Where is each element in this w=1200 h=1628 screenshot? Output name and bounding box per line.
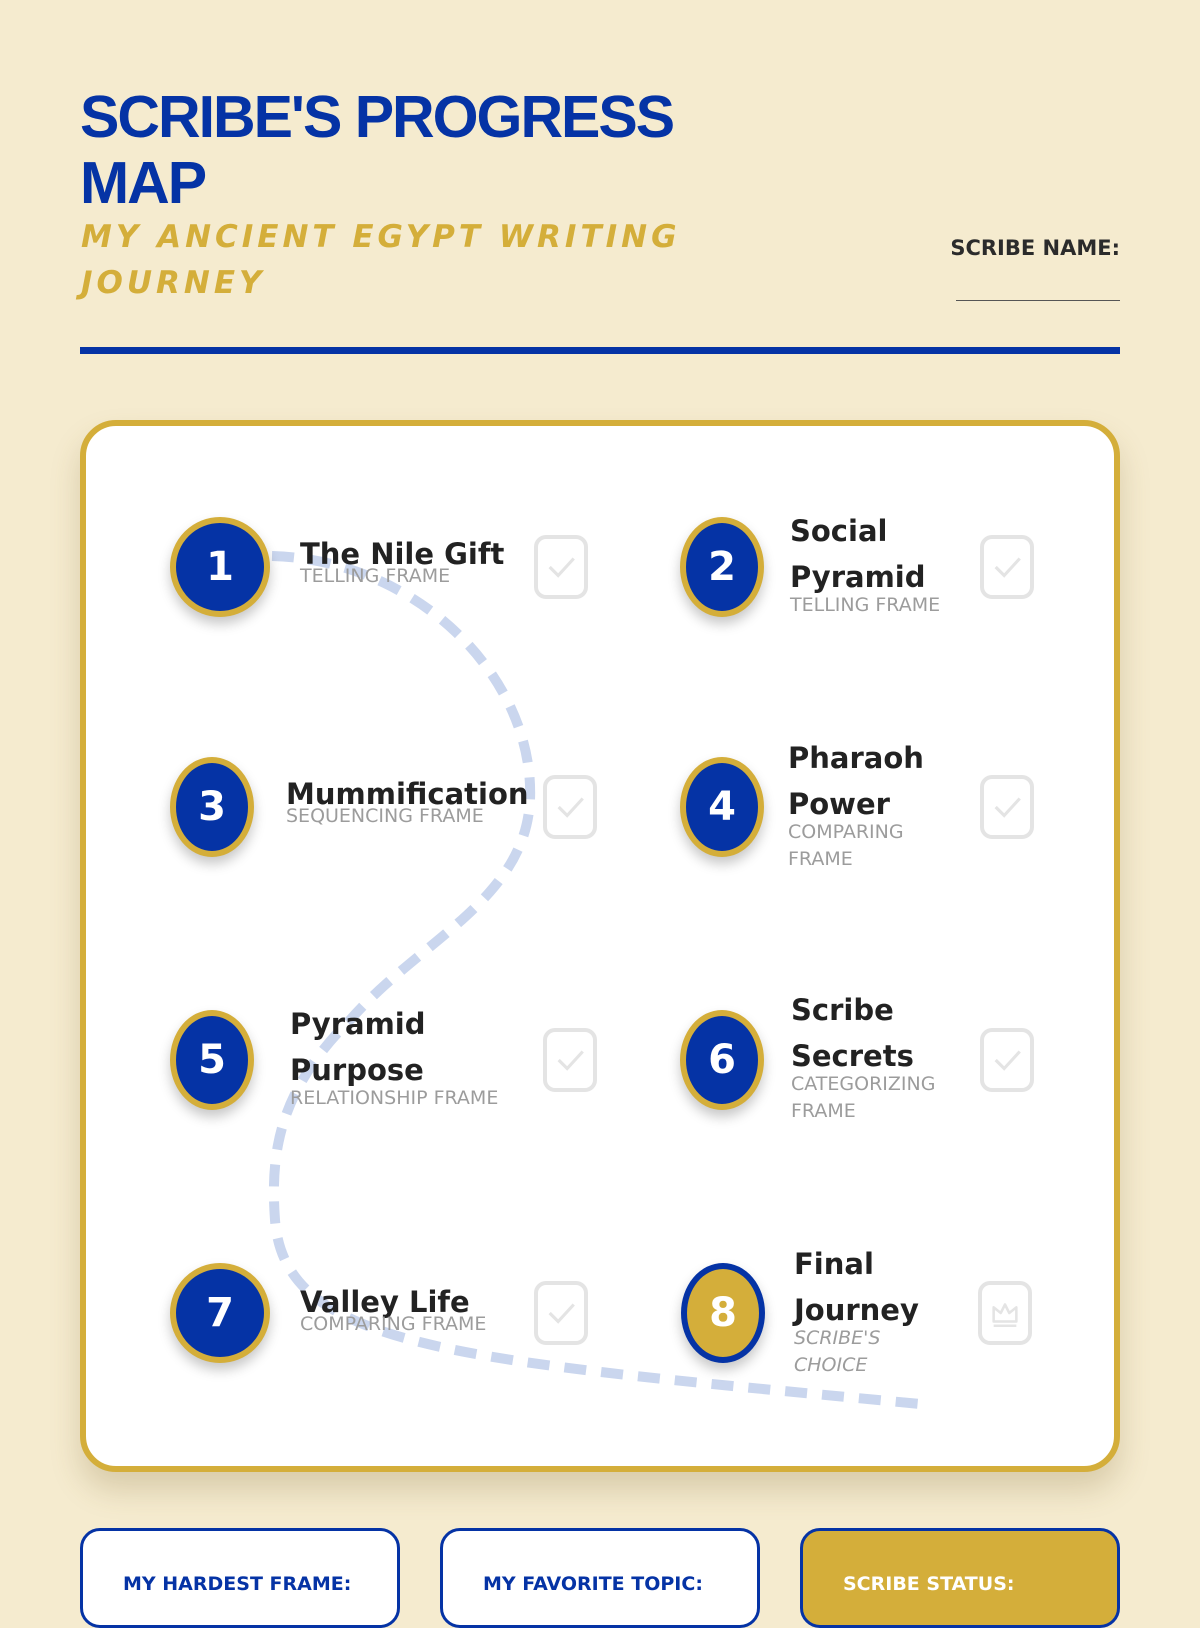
stop-1-badge: 1 [170,517,270,617]
checkmark-icon [544,550,578,584]
page-subtitle: MY ANCIENT EGYPT WRITING JOURNEY [81,219,681,301]
hardest-frame-label: MY HARDEST FRAME: [123,1573,352,1595]
stop-2-checkbox[interactable] [980,535,1034,599]
stop-8-badge: 8 [681,1263,765,1363]
scribe-name-label: SCRIBE NAME: [950,236,1120,260]
stop-title: The Nile Gift [300,537,505,571]
stop-frame: TELLING FRAME [300,565,451,587]
favorite-topic-label: MY FAVORITE TOPIC: [483,1573,703,1595]
stop-5-badge: 5 [170,1010,254,1110]
stop-title: Scribe Secrets [791,993,914,1073]
stop-2-label [790,508,960,619]
checkmark-icon [990,790,1024,824]
stop-5-label [290,1001,530,1112]
checkmark-icon [990,550,1024,584]
checkmark-icon [544,1296,578,1330]
stop-7-checkbox[interactable] [534,1281,588,1345]
scribe-name-field[interactable] [956,300,1120,301]
stop-4-label [788,735,958,873]
stop-8-label [794,1241,954,1379]
stop-title: Mummification [286,777,529,811]
page-title: SCRIBE'S PROGRESS MAP [80,84,674,216]
checkmark-icon [553,790,587,824]
stop-1-checkbox[interactable] [534,535,588,599]
stop-title: Social Pyramid [790,514,926,594]
stop-frame: SCRIBE'S CHOICE [794,1327,881,1376]
crown-icon [988,1296,1022,1330]
stop-frame: COMPARING FRAME [788,821,904,870]
stop-6-badge: 6 [680,1010,764,1110]
scribe-status-label: SCRIBE STATUS: [843,1573,1015,1595]
stop-frame: TELLING FRAME [790,594,941,616]
stop-8-checkbox[interactable] [978,1281,1032,1345]
stop-6-checkbox[interactable] [980,1028,1034,1092]
stop-frame: RELATIONSHIP FRAME [290,1087,499,1109]
stop-7-label [300,1279,530,1338]
stop-5-checkbox[interactable] [543,1028,597,1092]
stop-6-label [791,987,961,1125]
stop-title: Final Journey [794,1247,919,1327]
header-divider [80,347,1120,354]
stop-2-badge: 2 [680,517,764,617]
stop-title: Valley Life [300,1285,470,1319]
stop-frame: COMPARING FRAME [300,1313,487,1335]
stop-frame: SEQUENCING FRAME [286,805,484,827]
stop-3-checkbox[interactable] [543,775,597,839]
checkmark-icon [553,1043,587,1077]
stop-7-badge: 7 [170,1263,270,1363]
stop-3-label [286,771,536,830]
favorite-topic-box[interactable] [440,1528,760,1628]
stop-3-badge: 3 [170,757,254,857]
scribe-status-box[interactable] [800,1528,1120,1628]
stop-1-label [300,531,520,590]
stop-title: Pharaoh Power [788,741,924,821]
hardest-frame-box[interactable] [80,1528,400,1628]
stop-4-badge: 4 [680,757,764,857]
stop-4-checkbox[interactable] [980,775,1034,839]
stop-frame: CATEGORIZING FRAME [791,1073,936,1122]
checkmark-icon [990,1043,1024,1077]
stop-title: Pyramid Purpose [290,1007,426,1087]
